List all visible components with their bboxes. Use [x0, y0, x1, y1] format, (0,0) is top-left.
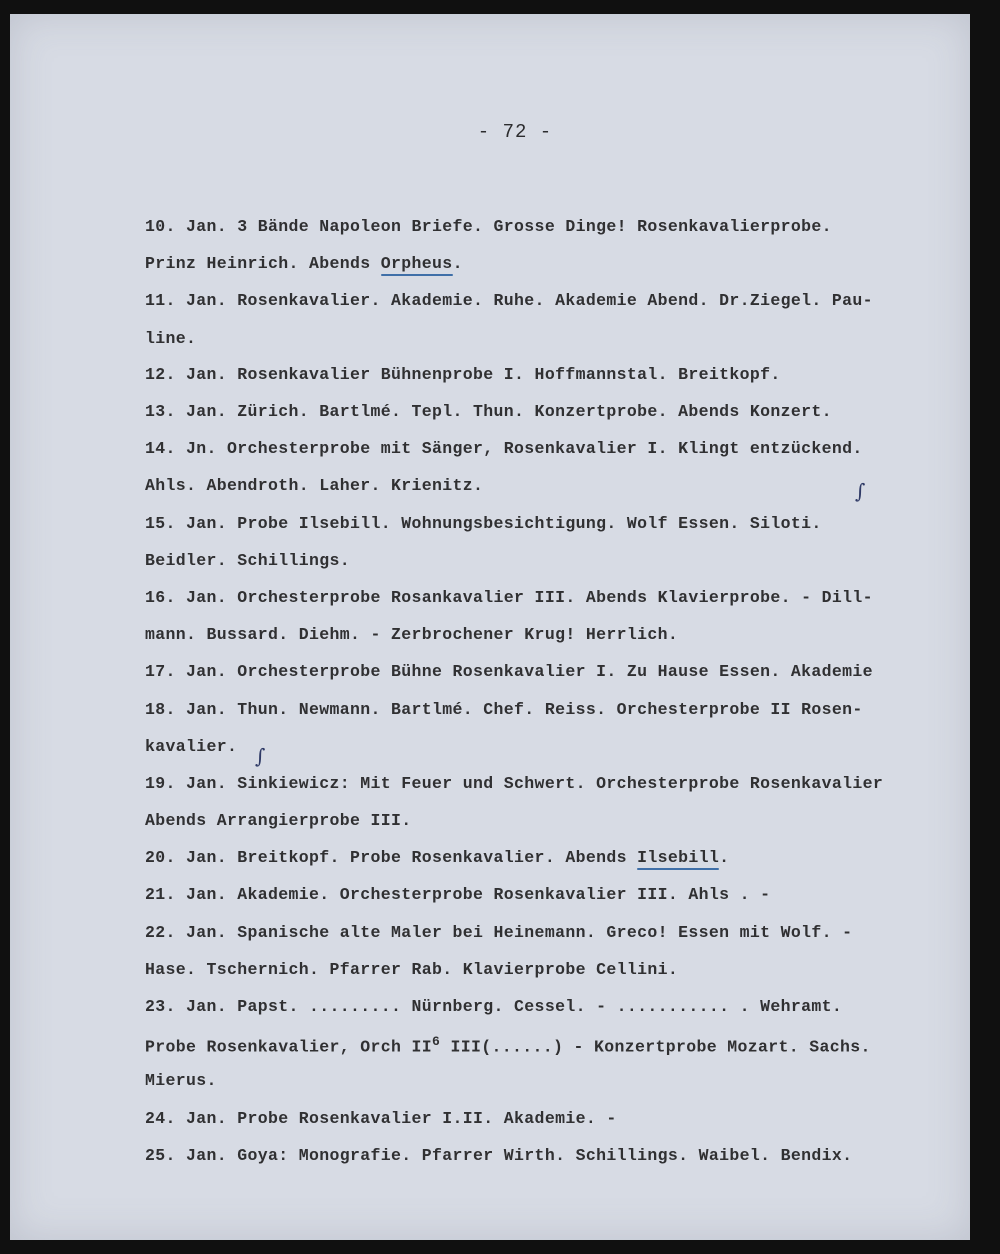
diary-line: 22. Jan. Spanische alte Maler bei Heinemann. Greco! Essen mit Wolf. -: [145, 923, 853, 942]
diary-line: Abends Arrangierprobe III.: [145, 811, 412, 830]
superscript-number: 6: [432, 1034, 441, 1049]
diary-line: 21. Jan. Akademie. Orchesterprobe Rosenkavalier III. Ahls . -: [145, 885, 771, 904]
handwritten-correction-mark: ∫: [855, 479, 866, 503]
diary-line: 18. Jan. Thun. Newmann. Bartlmé. Chef. Reiss. Orchesterprobe II Rosen-: [145, 700, 863, 719]
diary-line: line.: [145, 329, 197, 348]
diary-line: 12. Jan. Rosenkavalier Bühnenprobe I. Hoffmannstal. Breitkopf.: [145, 365, 781, 384]
diary-line: 14. Jn. Orchesterprobe mit Sänger, Rosenkavalier I. Klingt entzückend.: [145, 439, 863, 458]
diary-line: Prinz Heinrich. Abends Orpheus.: [145, 254, 463, 273]
diary-line: Ahls. Abendroth. Laher. Krienitz.: [145, 476, 484, 495]
diary-line: 11. Jan. Rosenkavalier. Akademie. Ruhe. Akademie Abend. Dr.Ziegel. Pau-: [145, 291, 873, 310]
diary-line: 15. Jan. Probe Ilsebill. Wohnungsbesichtigung. Wolf Essen. Siloti.: [145, 514, 822, 533]
diary-line: Probe Rosenkavalier, Orch $II^6$ III(......) - Konzertprobe Mozart. Sachs.: [145, 1034, 871, 1057]
diary-line: 16. Jan. Orchesterprobe Rosankavalier III. Abends Klavierprobe. - Dill-: [145, 588, 873, 607]
diary-line: Beidler. Schillings.: [145, 551, 351, 570]
diary-line: Hase. Tschernich. Pfarrer Rab. Klavierprobe Cellini.: [145, 960, 679, 979]
diary-line: 25. Jan. Goya: Monografie. Pfarrer Wirth. Schillings. Waibel. Bendix.: [145, 1146, 853, 1165]
handwritten-correction-mark: ∫: [255, 744, 266, 768]
typewritten-page: [10, 14, 970, 1240]
underlined-title: Orpheus: [380, 254, 453, 273]
diary-line: 10. Jan. 3 Bände Napoleon Briefe. Grosse Dinge! Rosenkavalierprobe.: [145, 217, 832, 236]
diary-line: 17. Jan. Orchesterprobe Bühne Rosenkavalier I. Zu Hause Essen. Akademie: [145, 662, 873, 681]
underlined-title: Ilsebill: [637, 848, 720, 867]
diary-line: 23. Jan. Papst. ......... Nürnberg. Cessel. - ........... . Wehramt.: [145, 997, 843, 1016]
diary-line: kavalier.: [145, 737, 238, 756]
diary-line: 24. Jan. Probe Rosenkavalier I.II. Akademie. -: [145, 1109, 617, 1128]
page-number: - 72 -: [477, 121, 553, 143]
diary-line: 20. Jan. Breitkopf. Probe Rosenkavalier. Abends Ilsebill.: [145, 848, 730, 867]
diary-line: mann. Bussard. Diehm. - Zerbrochener Krug! Herrlich.: [145, 625, 679, 644]
diary-line: 19. Jan. Sinkiewicz: Mit Feuer und Schwert. Orchesterprobe Rosenkavalier: [145, 774, 884, 793]
diary-line: 13. Jan. Zürich. Bartlmé. Tepl. Thun. Konzertprobe. Abends Konzert.: [145, 402, 832, 421]
diary-line: Mierus.: [145, 1071, 217, 1090]
